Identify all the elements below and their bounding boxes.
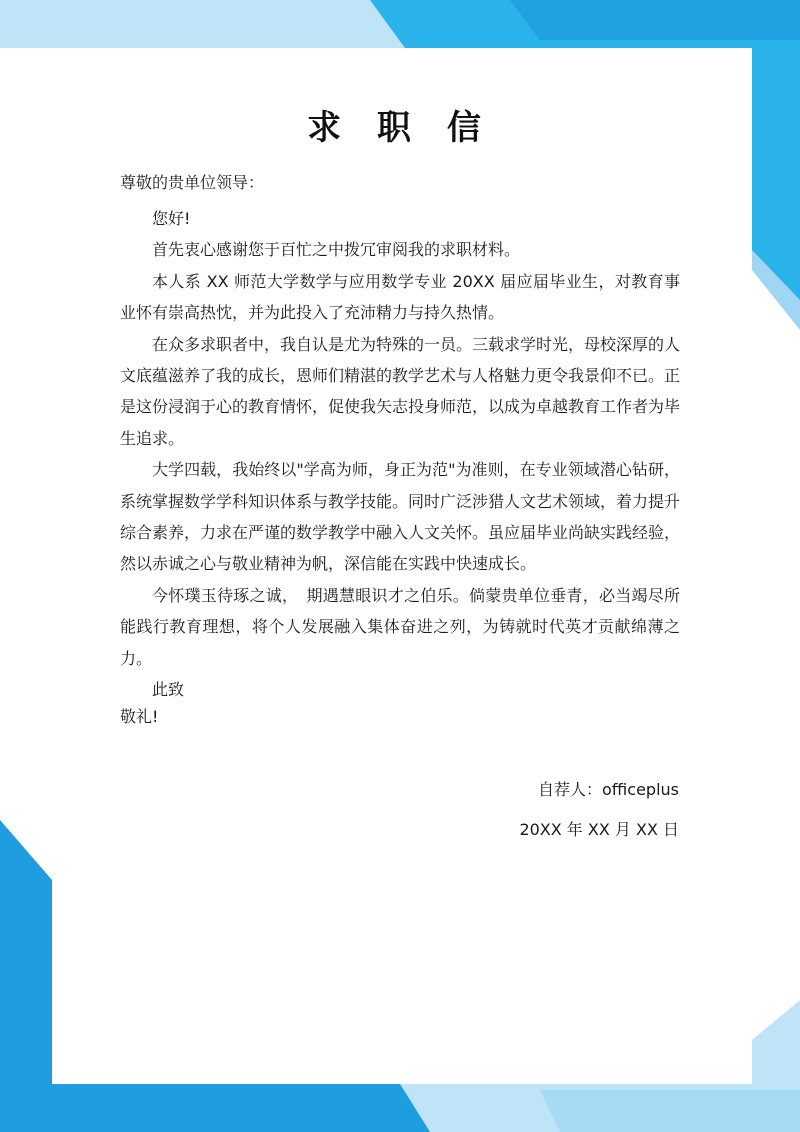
paragraph-motivation: 在众多求职者中，我自认是尤为特殊的一员。三载求学时光，母校深厚的人文底蕴滋养了我的成长，恩师们精湛的教学艺术与人格魅力更令我景仰不已。正是这份浸润于心的教育情怀，促使我矢志投身师范，以成为卓越教育工作者为毕生追求。 xyxy=(120,334,681,448)
paragraph-introduction: 本人系 XX 师范大学数学与应用数学专业 20XX 届应届毕业生，对教育事业怀有崇高热忱，并为此投入了充沛精力与持久热情。 xyxy=(120,271,680,323)
paragraph-thanks: 首先衷心感谢您于百忙之中拨冗审阅我的求职材料。 xyxy=(152,240,521,260)
paragraph-zhici: 此致 xyxy=(152,680,185,700)
paragraph-greeting: 您好! xyxy=(152,209,191,228)
letter-body xyxy=(120,203,680,706)
letter-title: 求 职 信 xyxy=(307,108,493,148)
bottom-mid-band xyxy=(540,1090,800,1132)
left-side-blue xyxy=(0,820,52,1084)
top-light-band xyxy=(0,0,410,48)
top-right-dark-band xyxy=(510,0,800,40)
paragraph-closing-wish: 今怀璞玉待琢之诚， 期遇慧眼识才之伯乐。倘蒙贵单位垂青，必当竭尽所能践行教育理想，将个人发展融入集体奋进之列，为铸就时代英才贡献绵薄之力。 xyxy=(120,585,680,668)
signature-date: 20XX 年 XX 月 XX 日 xyxy=(519,820,679,839)
bottom-blue-band xyxy=(0,1084,450,1132)
letter-salutation: 尊敬的贵单位领导： xyxy=(120,173,265,192)
right-bottom-accent xyxy=(752,1000,800,1084)
letter-regards: 敬礼! xyxy=(120,707,159,726)
signature-name: 自荐人：officeplus xyxy=(538,780,679,799)
paragraph-university: 大学四载，我始终以"学高为师，身正为范"为准则，在专业领域潜心钻研，系统掌握数学学科知识体系与教学技能。同时广泛涉猎人文艺术领域，着力提升综合素养，力求在严谨的数学教学中融入人文关怀。虽应届毕业尚缺实践经验，然以赤诚之心与敬业精神为帆，深信能在实践中快速成长。 xyxy=(120,460,681,574)
